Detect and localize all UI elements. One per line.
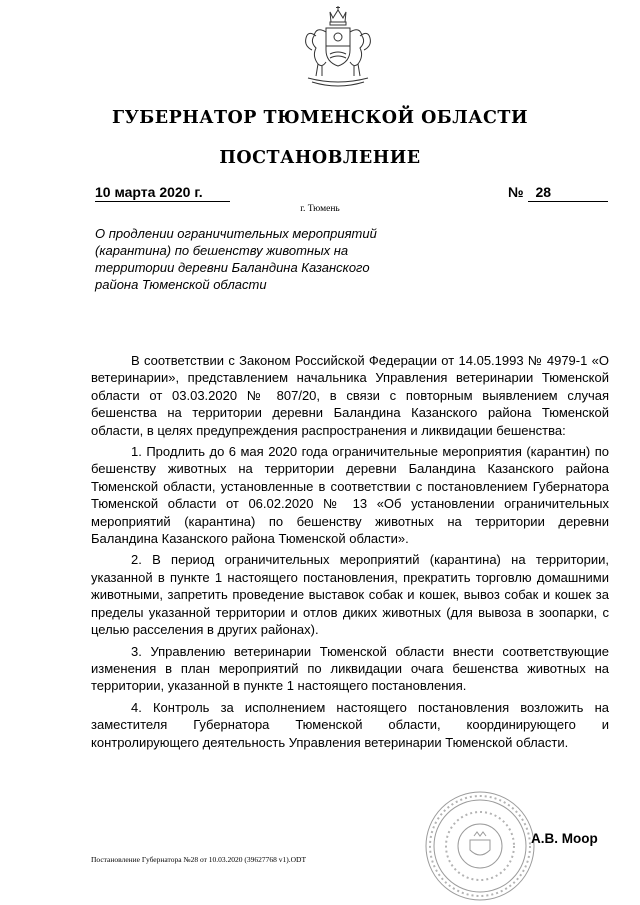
number-sign: № [508, 184, 524, 200]
issuing-authority: ГУБЕРНАТОР ТЮМЕНСКОЙ ОБЛАСТИ [112, 108, 528, 128]
file-footer: Постановление Губернатора №28 от 10.03.2020 (39627768 v1).ODT [91, 855, 307, 864]
number-value: 28 [528, 184, 608, 202]
document-type: ПОСТАНОВЛЕНИЕ [219, 148, 421, 168]
document-number [508, 184, 608, 202]
document-body [91, 352, 609, 755]
preamble-paragraph: В соответствии с Законом Российской Федерации от 14.05.1993 № 4979-1 «О ветеринарии», представлением начальника Управления ветеринарии Тюменской области от 03.03.2020 № 807/20, в связи с повторным выявлением случая бешенства на территории деревни Баландина Казанского района Тюменской области, в целях предупреждения распространения и ликвидации бешенства: [91, 353, 609, 438]
official-seal-stamp-icon [424, 790, 536, 902]
document-subject: О продлении ограничительных мероприятий (карантина) по бешенству животных на территории деревни Баландина Казанского района Тюменской области [95, 226, 377, 292]
clause-2: 2. В период ограничительных мероприятий (карантина) на территории, указанной в пункте 1 настоящего постановления, прекратить торговлю домашними животными, запретить проведение выставок собак и кошек, вывоз собак и кошек за пределы указанной территории и отлов диких животных (для вывоза в зоопарки, с целью расселения в других районах). [91, 552, 609, 638]
clause-4: 4. Контроль за исполнением настоящего постановления возложить на заместителя Губернатора Тюменской области, координирующего и контролирующего деятельность Управления ветеринарии Тюменской области. [91, 699, 609, 750]
document-date: 10 марта 2020 г. [95, 184, 230, 202]
clause-3: 3. Управлению ветеринарии Тюменской области внести соответствующие изменения в план мероприятий по ликвидации очага бешенства животных на территории, указанной в пункте 1 настоящего постановления. [91, 643, 609, 694]
tyumen-coat-of-arms-icon [296, 6, 380, 96]
signer-name: А.В. Моор [531, 831, 598, 846]
clause-1: 1. Продлить до 6 мая 2020 года ограничительные мероприятия (карантин) по бешенству животных на территории деревни Баландина Казанского района Тюменской области, установленные в соответствии с постановлением Губернатора Тюменской области от 06.02.2020 № 13 «Об установлении ограничительных мероприятий (карантина) по бешенству животных на территории деревни Баландина Казанского района Тюменской области». [91, 444, 609, 547]
issue-city: г. Тюмень [300, 204, 340, 214]
